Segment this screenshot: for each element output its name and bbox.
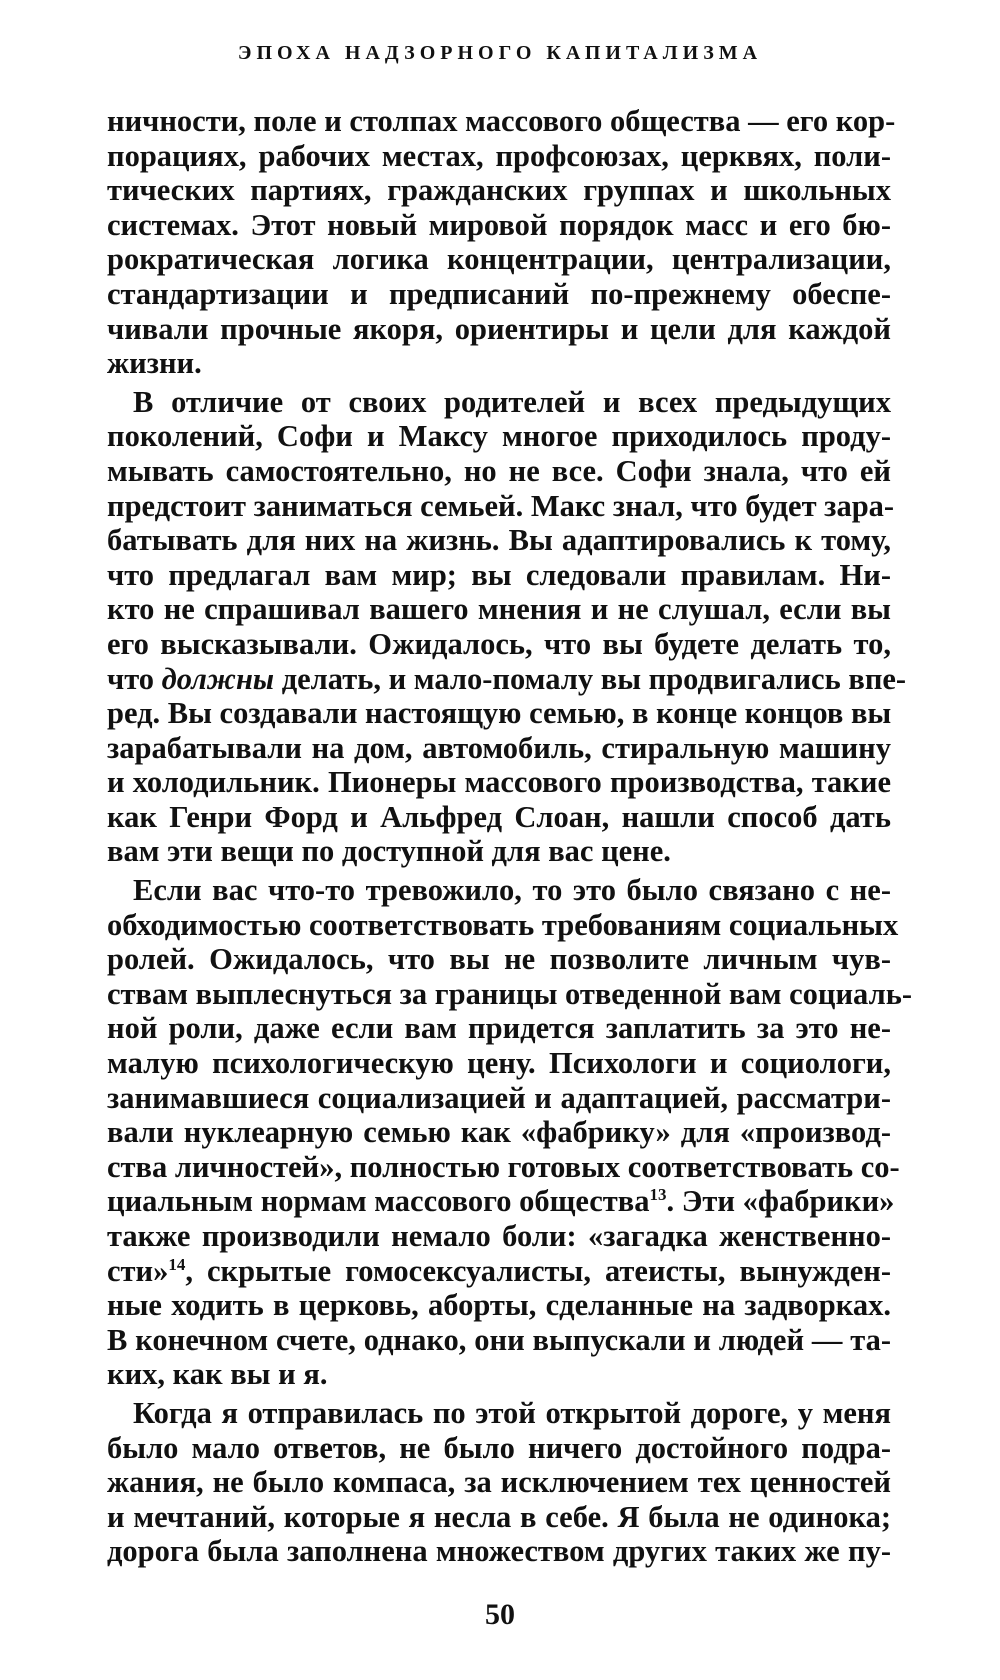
text-line: сти»$^{14}$, скрытые гомосексуалисты, атеисты, вынужден- (107, 1253, 891, 1288)
text-line: системах. Этот новый мировой порядок масс и его бю- (107, 207, 891, 242)
paragraph (107, 384, 907, 869)
page-number: 50 (485, 1598, 515, 1631)
text-line: ролей. Ожидалось, что вы не позволите личным чув- (107, 942, 891, 977)
text-line: чивали прочные якоря, ориентиры и цели для каждой (107, 311, 891, 346)
text-line: и холодильник. Пионеры массового производства, такие (107, 765, 891, 800)
text-line: ствам выплеснуться за границы отведенной вам социаль- (107, 976, 912, 1011)
text-line: зарабатывали на дом, автомобиль, стиральную машину (107, 730, 891, 765)
text-line: что должны делать, и мало-помалу вы продвигались впе- (107, 661, 907, 696)
text-line: вали нуклеарную семью как «фабрику» для «производ- (107, 1115, 891, 1150)
text-line: и мечтаний, которые я несла в себе. Я была не одинока; (107, 1499, 891, 1534)
text-line: малую психологическую цену. Психологи и социологи, (107, 1046, 891, 1081)
text-line: жания, не было компаса, за исключением тех ценностей (107, 1465, 891, 1500)
text-line: тических партиях, гражданских группах и школьных (107, 173, 891, 208)
text-line: Когда я отправилась по этой открытой дороге, у меня (133, 1395, 891, 1430)
text-line: В отличие от своих родителей и всех предыдущих (133, 384, 891, 419)
running-header: ЭПОХА НАДЗОРНОГО КАПИТАЛИЗМА (237, 42, 763, 64)
text-line: мывать самостоятельно, но не все. Софи знала, что ей (107, 453, 891, 488)
footnote-marker[interactable]: 14 (168, 1254, 186, 1274)
text-line: порациях, рабочих местах, профсоюзах, церквях, поли- (107, 138, 891, 173)
text-line: его высказывали. Ожидалось, что вы будете делать то, (107, 626, 891, 661)
text-line: В конечном счете, однако, они выпускали и людей — та- (107, 1322, 891, 1357)
paragraph (107, 873, 912, 1392)
text-line: вам эти вещи по доступной для вас цене. (107, 834, 671, 869)
text-line: ной роли, даже если вам придется заплатить за это не- (107, 1011, 891, 1046)
text-line: кто не спрашивал вашего мнения и не слушал, если вы (107, 592, 891, 627)
text-line: жизни. (107, 346, 202, 381)
text-line: ничности, поле и столпах массового общества — его кор- (107, 104, 896, 138)
footnote-marker[interactable]: 13 (649, 1185, 667, 1205)
text-line: рократическая логика концентрации, централизации, (107, 242, 891, 277)
text-line: также производили немало боли: «загадка женственно- (107, 1219, 891, 1253)
text-line: дорога была заполнена множеством других таких же пу- (107, 1534, 891, 1569)
text-line: было мало ответов, не было ничего достойного подра- (107, 1430, 891, 1465)
text-line: ких, как вы и я. (107, 1357, 328, 1392)
text-line: стандартизации и предписаний по-прежнему обеспе- (107, 276, 891, 311)
text-line: ные ходить в церковь, аборты, сделанные на задворках. (107, 1288, 891, 1323)
text-line: как Генри Форд и Альфред Слоан, нашли способ дать (107, 799, 891, 834)
paragraph (107, 104, 896, 381)
text-line: Если вас что-то тревожило, то это было связано с не- (133, 873, 891, 908)
text-line: циальным нормам массового общества$^{13}$. Эти «фабрики» (107, 1184, 895, 1219)
text-line: ред. Вы создавали настоящую семью, в конце концов вы (107, 696, 892, 731)
text-line: батывать для них на жизнь. Вы адаптировались к тому, (107, 523, 891, 558)
text-line: что предлагал вам мир; вы следовали правилам. Ни- (107, 557, 891, 592)
text-line: обходимостью соответствовать требованиям социальных (107, 907, 899, 942)
text-line: занимавшиеся социализацией и адаптацией, рассматри- (107, 1080, 891, 1115)
emphasis: должны (161, 661, 275, 696)
text-line: предстоит заниматься семьей. Макс знал, что будет зара- (107, 488, 895, 523)
paragraph (107, 1396, 891, 1569)
text-line: ства личностей», полностью готовых соответствовать со- (107, 1149, 900, 1184)
body-text (107, 104, 912, 1569)
text-line: поколений, Софи и Максу многое приходилось проду- (107, 419, 891, 454)
